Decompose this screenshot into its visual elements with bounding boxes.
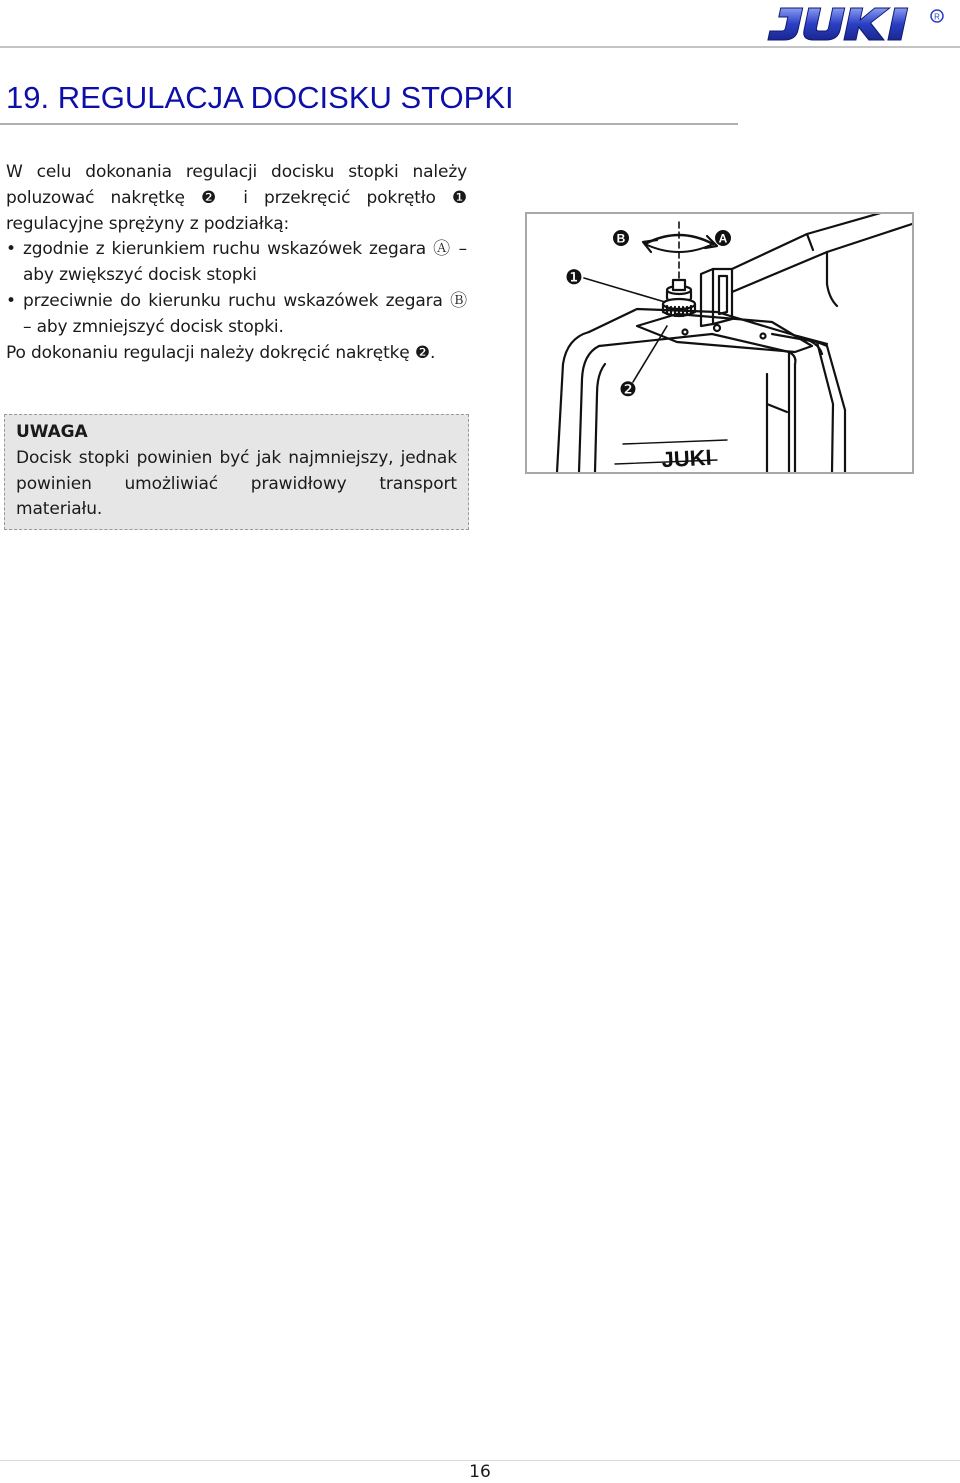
juki-logo	[738, 2, 954, 46]
note-title: UWAGA	[16, 422, 88, 442]
note-text: Docisk stopki powinien być jak najmniejszy, jednak powinien umożliwiać prawidłowy transport materiału.	[16, 447, 457, 520]
svg-text:R: R	[934, 12, 940, 22]
after-paragraph: Po dokonaniu regulacji należy dokręcić nakrętkę ❷.	[6, 342, 436, 363]
svg-text:A: A	[718, 231, 728, 246]
bullet-clockwise: • zgodnie z kierunkiem ruchu wskazówek zegara Ⓐ – aby zwiększyć docisk stopki	[6, 239, 467, 286]
bullet-mark: •	[6, 239, 16, 260]
ref-knob-1: ❶	[451, 187, 467, 208]
svg-text:❶: ❶	[565, 265, 583, 289]
footer-divider	[0, 1460, 960, 1461]
ref-nut-2: ❷	[200, 187, 227, 208]
intro-paragraph: W celu dokonania regulacji docisku stopki należy poluzować nakrętkę ❷ i przekręcić pokrętło ❶ regulacyjne sprężyny z podziałką:	[6, 162, 467, 234]
title-underline	[0, 123, 738, 125]
instructions-text	[6, 160, 467, 366]
svg-text:B: B	[616, 231, 626, 246]
label-nut-2	[619, 377, 637, 401]
ref-direction-b: Ⓑ	[450, 290, 467, 311]
machine-logo-text: JUKI	[660, 444, 713, 472]
label-direction-a	[715, 230, 731, 246]
page-number: 16	[469, 1462, 491, 1482]
ref-nut-2: ❷	[414, 342, 430, 363]
section-title: 19. REGULACJA DOCISKU STOPKI	[6, 80, 514, 115]
bullet-counterclockwise: • przeciwnie do kierunku ruchu wskazówek zegara Ⓑ – aby zmniejszyć docisk stopki.	[6, 290, 467, 337]
label-knob-1	[565, 265, 583, 289]
svg-text:❷: ❷	[619, 377, 637, 401]
note-box	[4, 414, 469, 530]
bullet-mark: •	[6, 290, 16, 311]
header-divider	[0, 46, 960, 48]
presser-foot-illustration	[525, 212, 914, 474]
label-direction-b	[613, 230, 629, 246]
ref-direction-a: Ⓐ	[433, 239, 452, 260]
